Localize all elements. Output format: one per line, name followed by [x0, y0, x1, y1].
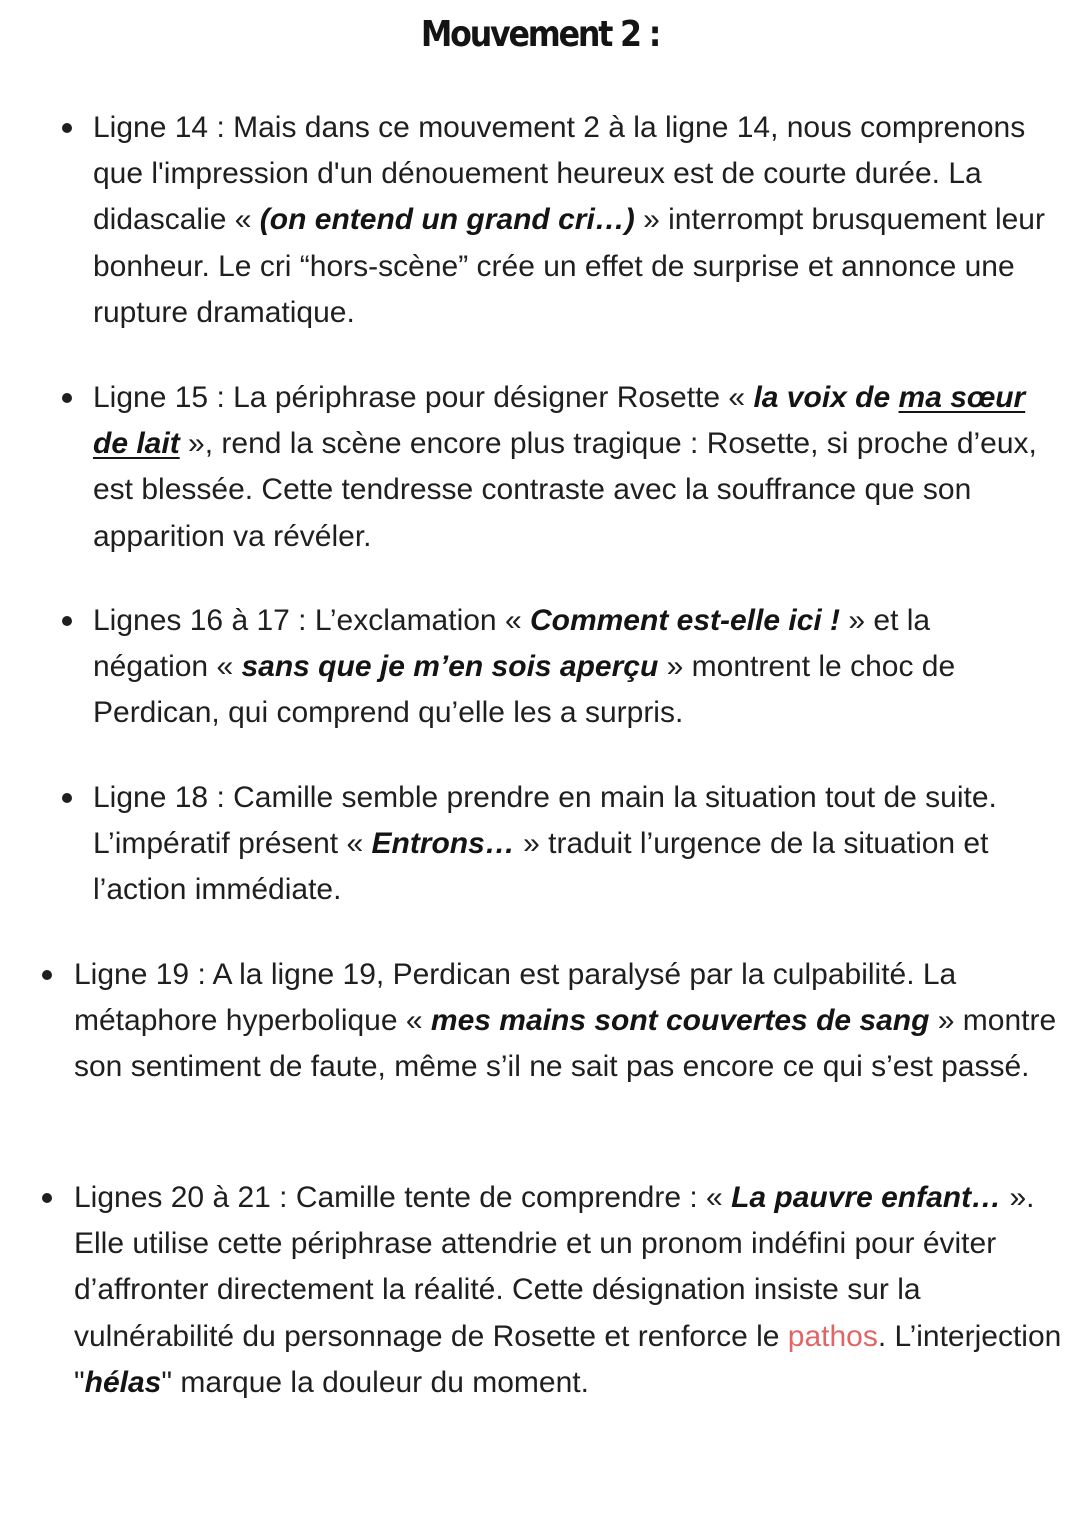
bullet-icon [62, 393, 72, 403]
item-text: » montrent le choc de Perdican, qui comprend qu’elle les a surpris. [93, 650, 956, 730]
list-item-ligne-15 [93, 375, 1053, 560]
list-item-ligne-14 [93, 105, 1053, 336]
bullet-icon [62, 793, 72, 803]
item-text: » et la négation « [93, 604, 931, 684]
item-text: Ligne 14 : Mais dans ce mouvement 2 à la ligne 14, nous comprenons que l'impression d'un dénouement heureux est de courte durée. La didascalie « [93, 111, 1026, 237]
item-text: » montre son sentiment de faute, même s’il ne sait pas encore ce qui s’est passé. [74, 1004, 1057, 1084]
item-text: Lignes 16 à 17 : L’exclamation « [93, 604, 530, 637]
quotation: La pauvre enfant… [731, 1181, 1002, 1214]
pathos-term: pathos [787, 1319, 878, 1353]
list-item-lignes-20-21 [74, 1175, 1064, 1406]
quotation: Entrons… [371, 827, 515, 861]
bullet-icon [62, 123, 72, 133]
quotation: hélas [84, 1365, 162, 1399]
quotation-underlined: ma sœur de lait [93, 381, 1026, 461]
item-text: Ligne 15 : La périphrase pour désigner Rosette « [93, 381, 754, 414]
item-text: » traduit l’urgence de la situation et l’action immédiate. [93, 827, 989, 907]
page-title: Mouvement 2 : [420, 14, 660, 55]
item-text: Ligne 19 : A la ligne 19, Perdican est paralysé par la culpabilité. La métaphore hyperbolique « [74, 958, 957, 1038]
item-text: " marque la douleur du moment. [161, 1365, 589, 1399]
bullet-icon [42, 970, 52, 980]
item-text: Ligne 18 : Camille semble prendre en main la situation tout de suite. L’impératif présent « [93, 781, 997, 861]
item-text: . L’interjection " [74, 1319, 1062, 1399]
item-text: Lignes 20 à 21 : Camille tente de comprendre : « [74, 1181, 732, 1214]
quotation: la voix de [753, 381, 899, 414]
item-text: », rend la scène encore plus tragique : Rosette, si proche d’eux, est blessée. Cette tendresse contraste avec la souffrance que son apparition va révéler. [93, 427, 1037, 553]
quotation: (on entend un grand cri…) [259, 203, 635, 237]
item-text: ». Elle utilise cette périphrase attendrie et un pronom indéfini pour éviter d’affronter directement la réalité. Cette désignation insiste sur la vulnérabilité du personnage de Rosette et renforce le [74, 1181, 1035, 1353]
quotation: sans que je m’en sois aperçu [241, 650, 659, 684]
bullet-icon [42, 1193, 52, 1203]
quotation: Comment est-elle ici ! [529, 604, 841, 637]
quotation: mes mains sont couvertes de sang [430, 1004, 930, 1038]
list-item-ligne-18 [93, 775, 1053, 914]
item-text: » interrompt brusquement leur bonheur. Le cri “hors-scène” crée un effet de surprise et annonce une rupture dramatique. [93, 203, 1045, 329]
list-item-lignes-16-17 [93, 598, 1053, 737]
list-item-ligne-19 [74, 952, 1064, 1091]
bullet-icon [62, 616, 72, 626]
